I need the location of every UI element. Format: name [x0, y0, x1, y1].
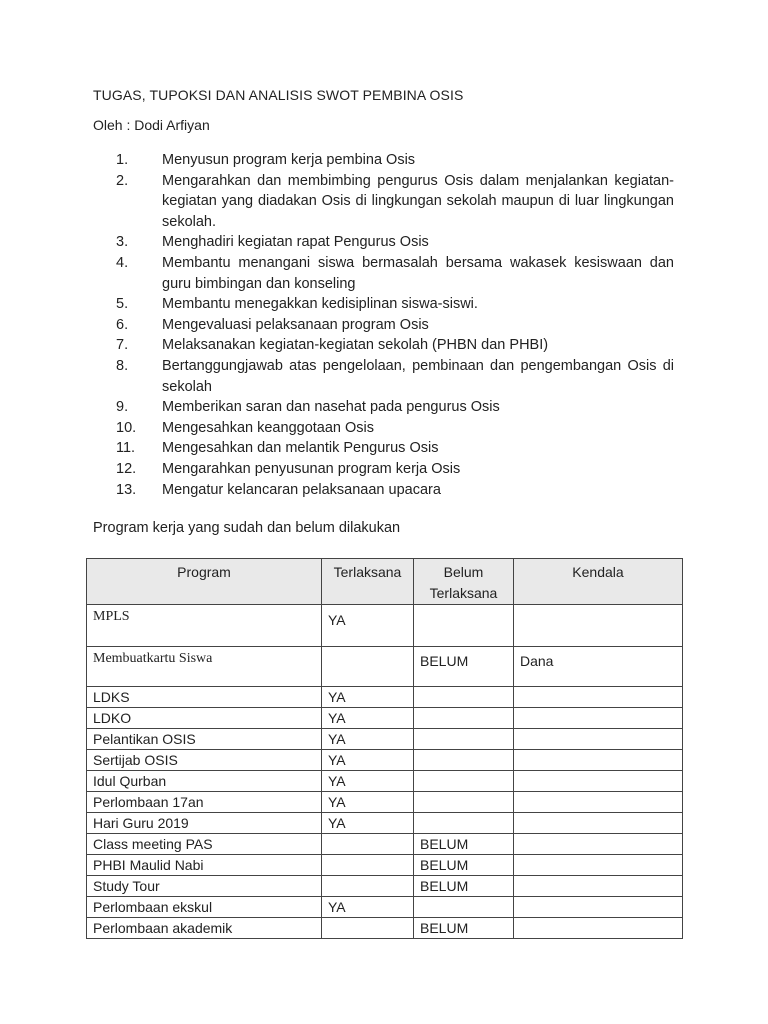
list-item [93, 315, 674, 336]
cell-program: LDKO [87, 708, 322, 729]
cell-program: Membuatkartu Siswa [87, 647, 322, 687]
list-item [93, 397, 674, 418]
list-item [93, 480, 674, 501]
task-list [93, 150, 674, 500]
cell-terlaksana: YA [322, 897, 414, 918]
cell-program: Perlombaan 17an [87, 792, 322, 813]
table-row [87, 750, 683, 771]
list-item [93, 232, 674, 253]
task-text: Membantu menegakkan kedisiplinan siswa-siswi. [162, 296, 478, 313]
task-text: Memberikan saran dan nasehat pada pengurus Osis [162, 399, 500, 416]
header-belum-terlaksana: Belum Terlaksana [414, 559, 514, 605]
table-row [87, 792, 683, 813]
cell-program: Class meeting PAS [87, 834, 322, 855]
cell-kendala [514, 687, 683, 708]
cell-terlaksana: YA [322, 708, 414, 729]
cell-program: Pelantikan OSIS [87, 729, 322, 750]
task-number: 13. [116, 481, 137, 498]
task-text: Menghadiri kegiatan rapat Pengurus Osis [162, 234, 429, 251]
cell-kendala [514, 813, 683, 834]
cell-kendala [514, 792, 683, 813]
cell-terlaksana [322, 876, 414, 897]
list-item [93, 253, 674, 294]
header-program: Program [87, 559, 322, 605]
cell-program: LDKS [87, 687, 322, 708]
table-row [87, 834, 683, 855]
list-item [93, 150, 674, 171]
header-kendala: Kendala [514, 559, 683, 605]
task-text: Mengevaluasi pelaksanaan program Osis [162, 316, 429, 333]
table-row [87, 647, 683, 687]
cell-belum [414, 750, 514, 771]
table-row [87, 855, 683, 876]
cell-belum: BELUM [414, 876, 514, 897]
task-number: 10. [116, 419, 137, 436]
cell-kendala [514, 897, 683, 918]
list-item [93, 356, 674, 397]
cell-belum: BELUM [414, 647, 514, 687]
header-terlaksana: Terlaksana [322, 559, 414, 605]
cell-program: Hari Guru 2019 [87, 813, 322, 834]
cell-belum [414, 729, 514, 750]
cell-kendala [514, 771, 683, 792]
task-number: 3. [116, 234, 129, 251]
task-number: 11. [116, 440, 136, 457]
cell-belum [414, 708, 514, 729]
cell-belum [414, 813, 514, 834]
task-text: Mengesahkan dan melantik Pengurus Osis [162, 440, 439, 457]
cell-terlaksana: YA [322, 771, 414, 792]
program-table [86, 558, 683, 939]
cell-belum [414, 897, 514, 918]
cell-terlaksana [322, 855, 414, 876]
table-row [87, 771, 683, 792]
list-item [93, 459, 674, 480]
author-line: Oleh : Dodi Arfiyan [93, 117, 210, 133]
cell-terlaksana: YA [322, 687, 414, 708]
cell-program: Study Tour [87, 876, 322, 897]
list-item [93, 335, 674, 356]
cell-belum [414, 771, 514, 792]
list-item [93, 171, 674, 233]
list-item [93, 294, 674, 315]
cell-belum: BELUM [414, 855, 514, 876]
task-number: 2. [116, 172, 129, 189]
cell-program: MPLS [87, 605, 322, 647]
cell-belum: BELUM [414, 834, 514, 855]
cell-terlaksana: YA [322, 729, 414, 750]
table-row [87, 708, 683, 729]
cell-terlaksana: YA [322, 605, 414, 647]
cell-terlaksana [322, 647, 414, 687]
cell-kendala [514, 605, 683, 647]
cell-kendala [514, 855, 683, 876]
program-section-label: Program kerja yang sudah dan belum dilakukan [93, 520, 401, 536]
cell-kendala [514, 918, 683, 939]
cell-kendala [514, 834, 683, 855]
task-text: Menyusun program kerja pembina Osis [162, 152, 416, 168]
cell-program: Sertijab OSIS [87, 750, 322, 771]
task-text: Mengatur kelancaran pelaksanaan upacara [162, 481, 441, 498]
cell-kendala: Dana [514, 647, 683, 687]
list-item [93, 418, 674, 439]
cell-kendala [514, 876, 683, 897]
task-number: 7. [116, 337, 129, 354]
cell-terlaksana: YA [322, 750, 414, 771]
cell-kendala [514, 708, 683, 729]
cell-belum [414, 605, 514, 647]
list-item [93, 438, 674, 459]
cell-terlaksana: YA [322, 792, 414, 813]
task-number: 1. [116, 152, 129, 168]
task-text: Bertanggungjawab atas pengelolaan, pembinaan dan pengembangan Osis di sekolah [162, 357, 674, 395]
table-row [87, 897, 683, 918]
table-row [87, 813, 683, 834]
table-header-row [87, 559, 683, 605]
task-number: 5. [116, 296, 129, 313]
cell-terlaksana [322, 918, 414, 939]
task-number: 12. [116, 460, 137, 477]
task-number: 4. [116, 254, 129, 271]
cell-program: Idul Qurban [87, 771, 322, 792]
task-text: Mengesahkan keanggotaan Osis [162, 419, 375, 436]
task-number: 6. [116, 316, 129, 333]
task-text: Melaksanakan kegiatan-kegiatan sekolah (PHBN dan PHBI) [162, 337, 549, 354]
cell-belum: BELUM [414, 918, 514, 939]
cell-belum [414, 687, 514, 708]
task-text: Mengarahkan penyusunan program kerja Osis [162, 460, 461, 477]
table-row [87, 687, 683, 708]
cell-program: PHBI Maulid Nabi [87, 855, 322, 876]
table-row [87, 605, 683, 647]
cell-program: Perlombaan ekskul [87, 897, 322, 918]
cell-terlaksana [322, 834, 414, 855]
document-title: TUGAS, TUPOKSI DAN ANALISIS SWOT PEMBINA OSIS [93, 87, 464, 103]
cell-terlaksana: YA [322, 813, 414, 834]
cell-program: Perlombaan akademik [87, 918, 322, 939]
cell-kendala [514, 750, 683, 771]
cell-belum [414, 792, 514, 813]
table-row [87, 729, 683, 750]
task-text: Membantu menangani siswa bermasalah bersama wakasek kesiswaan dan guru bimbingan dan konseling [162, 254, 674, 292]
task-text: Mengarahkan dan membimbing pengurus Osis dalam menjalankan kegiatan-kegiatan yang diadakan Osis di lingkungan sekolah maupun di luar lingkungan sekolah. [162, 172, 674, 230]
table-row [87, 918, 683, 939]
task-number: 9. [116, 399, 129, 416]
task-number: 8. [116, 357, 129, 374]
cell-kendala [514, 729, 683, 750]
table-row [87, 876, 683, 897]
